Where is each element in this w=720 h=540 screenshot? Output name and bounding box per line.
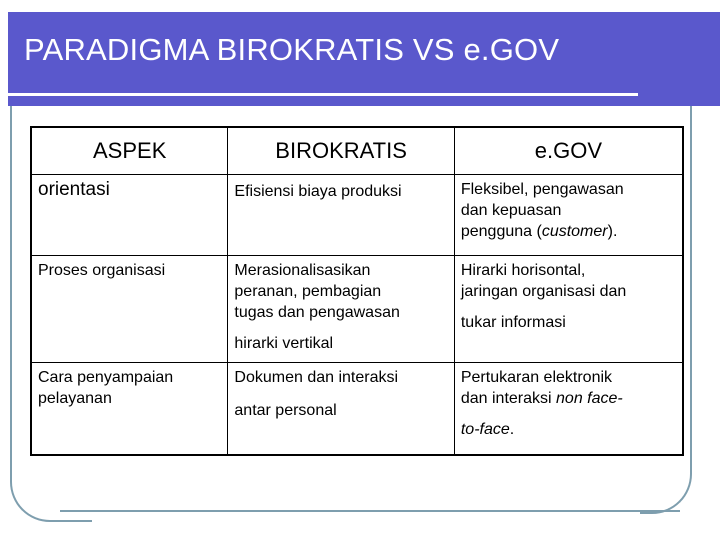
cell-birokratis <box>228 256 454 363</box>
cell-egov <box>454 175 683 256</box>
egov-line: Hirarki horisontal, <box>460 262 586 279</box>
egov-line: pengguna (customer). <box>460 223 618 240</box>
cell-egov <box>454 256 683 363</box>
cell-aspek <box>31 256 228 363</box>
table-row <box>31 256 683 363</box>
slide-frame-bottom <box>60 510 680 512</box>
egov-line: tukar informasi <box>460 314 566 331</box>
aspek-text: Proses organisasi <box>38 262 166 279</box>
header-egov: e.GOV <box>454 127 683 175</box>
header-birokratis: BIROKRATIS <box>228 127 454 175</box>
egov-line: Pertukaran elektronik <box>460 369 613 386</box>
title-underline <box>8 93 638 96</box>
egov-line: dan interaksi non face- <box>460 390 623 407</box>
birokratis-line: tugas dan pengawasan <box>234 304 400 321</box>
comparison-table <box>30 126 684 456</box>
egov-line: dan kepuasan <box>460 202 562 219</box>
egov-line: jaringan organisasi dan <box>460 283 627 300</box>
cell-birokratis <box>228 175 454 256</box>
egov-line: to-face. <box>460 421 515 438</box>
birokratis-line: Dokumen dan interaksi <box>234 369 399 386</box>
aspek-text: orientasi <box>38 179 110 200</box>
cell-aspek <box>31 363 228 456</box>
birokratis-line: antar personal <box>234 402 337 419</box>
egov-line: Fleksibel, pengawasan <box>460 181 624 198</box>
table-row <box>31 175 683 256</box>
birokratis-text: Efisiensi biaya produksi <box>234 183 402 200</box>
cell-birokratis <box>228 363 454 456</box>
birokratis-line: Merasionalisasikan <box>234 262 371 279</box>
cell-egov <box>454 363 683 456</box>
table-row <box>31 363 683 456</box>
header-row <box>31 127 683 175</box>
header-aspek: ASPEK <box>31 127 228 175</box>
aspek-line: Cara penyampaian <box>38 369 174 386</box>
cell-aspek <box>31 175 228 256</box>
title-area <box>0 0 720 100</box>
comparison-table-container <box>30 126 684 456</box>
aspek-line: pelayanan <box>38 390 112 407</box>
birokratis-line: peranan, pembagian <box>234 283 382 300</box>
slide-title: PARADIGMA BIROKRATIS VS e.GOV <box>24 32 560 67</box>
birokratis-line: hirarki vertikal <box>234 335 334 352</box>
